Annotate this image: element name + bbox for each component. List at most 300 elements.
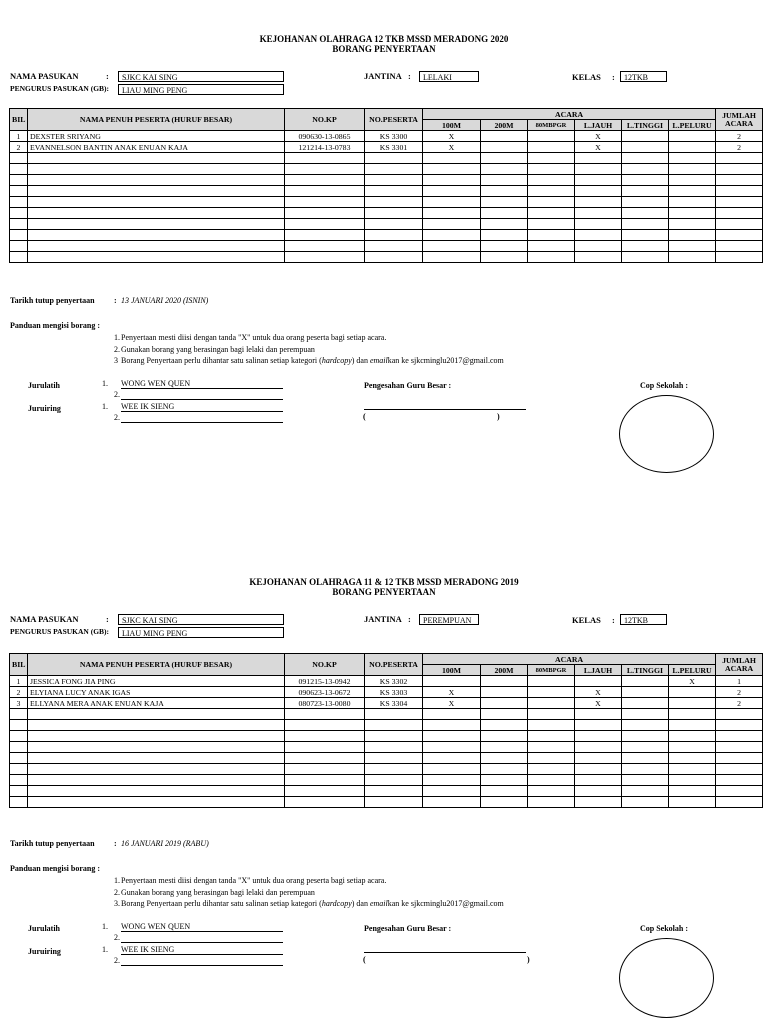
empty-cell[interactable] <box>285 709 365 720</box>
cell-event-mark[interactable] <box>528 142 575 153</box>
empty-cell[interactable] <box>365 230 423 241</box>
empty-cell[interactable] <box>285 742 365 753</box>
empty-cell[interactable] <box>716 742 763 753</box>
cell-event-mark[interactable] <box>622 698 669 709</box>
empty-cell[interactable] <box>28 709 285 720</box>
guide-item-email-word: email <box>369 899 388 908</box>
empty-cell[interactable] <box>481 219 528 230</box>
empty-cell[interactable] <box>528 252 575 263</box>
empty-cell[interactable] <box>481 252 528 263</box>
empty-cell[interactable] <box>423 175 481 186</box>
empty-cell[interactable] <box>10 797 28 808</box>
empty-cell[interactable] <box>575 208 622 219</box>
empty-cell[interactable] <box>28 731 285 742</box>
empty-cell[interactable] <box>423 797 481 808</box>
empty-cell[interactable] <box>528 153 575 164</box>
empty-cell[interactable] <box>423 775 481 786</box>
cell-bil[interactable]: 2 <box>10 142 28 153</box>
empty-cell[interactable] <box>285 764 365 775</box>
coach-name-line[interactable]: WONG WEN QUEN <box>121 922 283 932</box>
empty-cell[interactable] <box>575 797 622 808</box>
cell-name[interactable]: ELYIANA LUCY ANAK IGAS <box>28 687 285 698</box>
empty-cell[interactable] <box>575 241 622 252</box>
empty-cell[interactable] <box>365 197 423 208</box>
empty-cell[interactable] <box>481 786 528 797</box>
team-name-label: NAMA PASUKAN <box>10 614 79 624</box>
cell-name[interactable]: JESSICA FONG JIA PING <box>28 676 285 687</box>
cell-event-mark[interactable] <box>575 676 622 687</box>
empty-cell[interactable] <box>28 153 285 164</box>
escort-name-line[interactable]: WEE IK SIENG <box>121 945 283 955</box>
empty-cell[interactable] <box>716 775 763 786</box>
empty-cell[interactable] <box>528 175 575 186</box>
empty-cell[interactable] <box>365 753 423 764</box>
guide-item-number: 1. <box>114 333 120 342</box>
empty-cell[interactable] <box>365 164 423 175</box>
cell-event-mark[interactable] <box>528 131 575 142</box>
guide-item-text: kan ke sjkcminglu2017@gmail.com <box>387 356 504 365</box>
empty-cell[interactable] <box>575 186 622 197</box>
empty-cell[interactable] <box>481 753 528 764</box>
table-row-empty <box>10 731 763 742</box>
empty-cell[interactable] <box>622 252 669 263</box>
empty-cell[interactable] <box>365 153 423 164</box>
empty-cell[interactable] <box>669 731 716 742</box>
empty-cell[interactable] <box>575 709 622 720</box>
empty-cell[interactable] <box>716 186 763 197</box>
empty-cell[interactable] <box>622 219 669 230</box>
cell-total[interactable]: 2 <box>716 131 763 142</box>
empty-cell[interactable] <box>481 797 528 808</box>
empty-cell[interactable] <box>10 164 28 175</box>
cell-name[interactable]: EVANNELSON BANTIN ANAK ENUAN KAJA <box>28 142 285 153</box>
manager-field[interactable]: LIAU MING PENG <box>118 627 284 638</box>
empty-cell[interactable] <box>622 775 669 786</box>
cell-event-mark[interactable] <box>622 142 669 153</box>
cell-ic[interactable]: 090623-13-0672 <box>285 687 365 698</box>
empty-cell[interactable] <box>10 720 28 731</box>
empty-cell[interactable] <box>622 175 669 186</box>
coach-name-line[interactable] <box>121 933 283 943</box>
empty-cell[interactable] <box>716 786 763 797</box>
class-field[interactable]: 12TKB <box>620 614 667 625</box>
coach-name-line[interactable] <box>121 390 283 400</box>
col-header-event: L.JAUH <box>575 665 622 676</box>
empty-cell[interactable] <box>481 241 528 252</box>
empty-cell[interactable] <box>716 720 763 731</box>
empty-cell[interactable] <box>669 175 716 186</box>
empty-cell[interactable] <box>423 720 481 731</box>
guide-item-number: 2. <box>114 887 120 897</box>
empty-cell[interactable] <box>716 175 763 186</box>
empty-cell[interactable] <box>481 186 528 197</box>
empty-cell[interactable] <box>669 197 716 208</box>
cell-entry-no[interactable]: KS 3302 <box>365 676 423 687</box>
cell-event-mark[interactable]: X <box>423 698 481 709</box>
bracket-open: ( <box>363 412 366 421</box>
col-header-events: ACARA <box>423 109 716 120</box>
empty-cell[interactable] <box>365 186 423 197</box>
empty-cell[interactable] <box>28 175 285 186</box>
empty-cell[interactable] <box>575 197 622 208</box>
empty-cell[interactable] <box>528 731 575 742</box>
empty-cell[interactable] <box>528 208 575 219</box>
empty-cell[interactable] <box>575 230 622 241</box>
empty-cell[interactable] <box>423 709 481 720</box>
empty-cell[interactable] <box>528 775 575 786</box>
empty-cell[interactable] <box>285 797 365 808</box>
empty-cell[interactable] <box>10 786 28 797</box>
guide-item-number: 2. <box>114 344 120 354</box>
cell-bil[interactable]: 3 <box>10 698 28 709</box>
cell-total[interactable]: 2 <box>716 698 763 709</box>
empty-cell[interactable] <box>285 786 365 797</box>
cell-entry-no[interactable]: KS 3303 <box>365 687 423 698</box>
empty-cell[interactable] <box>669 219 716 230</box>
empty-cell[interactable] <box>10 709 28 720</box>
escort-name-line[interactable] <box>121 956 283 966</box>
empty-cell[interactable] <box>669 164 716 175</box>
team-name-field[interactable]: SJKC KAI SING <box>118 71 284 82</box>
cell-event-mark[interactable] <box>669 698 716 709</box>
empty-cell[interactable] <box>10 775 28 786</box>
empty-cell[interactable] <box>622 230 669 241</box>
empty-cell[interactable] <box>28 230 285 241</box>
empty-cell[interactable] <box>285 731 365 742</box>
empty-cell[interactable] <box>669 230 716 241</box>
empty-cell[interactable] <box>285 219 365 230</box>
empty-cell[interactable] <box>28 742 285 753</box>
empty-cell[interactable] <box>423 786 481 797</box>
empty-cell[interactable] <box>622 797 669 808</box>
cell-event-mark[interactable]: X <box>669 676 716 687</box>
empty-cell[interactable] <box>622 186 669 197</box>
empty-cell[interactable] <box>528 241 575 252</box>
cell-ic[interactable]: 091215-13-0942 <box>285 676 365 687</box>
empty-cell[interactable] <box>365 720 423 731</box>
empty-cell[interactable] <box>528 764 575 775</box>
empty-cell[interactable] <box>481 175 528 186</box>
cell-event-mark[interactable] <box>481 131 528 142</box>
empty-cell[interactable] <box>365 775 423 786</box>
signature-number: 2. <box>114 413 120 422</box>
empty-cell[interactable] <box>528 186 575 197</box>
table-row-empty <box>10 208 763 219</box>
empty-cell[interactable] <box>423 731 481 742</box>
empty-cell[interactable] <box>10 241 28 252</box>
empty-cell[interactable] <box>622 208 669 219</box>
empty-cell[interactable] <box>669 709 716 720</box>
empty-cell[interactable] <box>669 742 716 753</box>
empty-cell[interactable] <box>528 197 575 208</box>
empty-cell[interactable] <box>28 764 285 775</box>
empty-cell[interactable] <box>28 219 285 230</box>
cell-event-mark[interactable]: X <box>575 698 622 709</box>
cell-event-mark[interactable] <box>622 131 669 142</box>
empty-cell[interactable] <box>28 164 285 175</box>
empty-cell[interactable] <box>10 208 28 219</box>
empty-cell[interactable] <box>716 197 763 208</box>
cell-event-mark[interactable] <box>423 676 481 687</box>
manager-field[interactable]: LIAU MING PENG <box>118 84 284 95</box>
cell-name[interactable]: DEXSTER SRIYANG <box>28 131 285 142</box>
col-header-event: 100M <box>423 120 481 131</box>
closing-date-label: Tarikh tutup penyertaan <box>10 839 95 848</box>
empty-cell[interactable] <box>285 753 365 764</box>
empty-cell[interactable] <box>365 175 423 186</box>
table-row-empty <box>10 230 763 241</box>
cell-entry-no[interactable]: KS 3304 <box>365 698 423 709</box>
empty-cell[interactable] <box>481 197 528 208</box>
empty-cell[interactable] <box>528 709 575 720</box>
empty-cell[interactable] <box>28 252 285 263</box>
gender-field[interactable]: LELAKI <box>419 71 479 82</box>
headmaster-signature-line[interactable] <box>364 400 526 410</box>
empty-cell[interactable] <box>285 164 365 175</box>
empty-cell[interactable] <box>669 764 716 775</box>
empty-cell[interactable] <box>423 186 481 197</box>
cell-total[interactable]: 2 <box>716 687 763 698</box>
empty-cell[interactable] <box>28 197 285 208</box>
empty-cell[interactable] <box>528 219 575 230</box>
empty-cell[interactable] <box>575 764 622 775</box>
empty-cell[interactable] <box>575 175 622 186</box>
cell-event-mark[interactable] <box>528 698 575 709</box>
empty-cell[interactable] <box>28 775 285 786</box>
cell-event-mark[interactable]: X <box>575 687 622 698</box>
empty-cell[interactable] <box>575 164 622 175</box>
empty-cell[interactable] <box>481 742 528 753</box>
empty-cell[interactable] <box>285 241 365 252</box>
empty-cell[interactable] <box>716 219 763 230</box>
empty-cell[interactable] <box>365 764 423 775</box>
empty-cell[interactable] <box>575 720 622 731</box>
cell-event-mark[interactable] <box>528 676 575 687</box>
empty-cell[interactable] <box>28 241 285 252</box>
empty-cell[interactable] <box>285 197 365 208</box>
empty-cell[interactable] <box>622 742 669 753</box>
empty-cell[interactable] <box>622 786 669 797</box>
empty-cell[interactable] <box>481 720 528 731</box>
empty-cell[interactable] <box>365 219 423 230</box>
empty-cell[interactable] <box>365 731 423 742</box>
empty-cell[interactable] <box>10 731 28 742</box>
empty-cell[interactable] <box>528 797 575 808</box>
empty-cell[interactable] <box>716 709 763 720</box>
empty-cell[interactable] <box>622 731 669 742</box>
empty-cell[interactable] <box>669 186 716 197</box>
empty-cell[interactable] <box>481 731 528 742</box>
gender-field[interactable]: PEREMPUAN <box>419 614 479 625</box>
empty-cell[interactable] <box>423 241 481 252</box>
empty-cell[interactable] <box>423 230 481 241</box>
empty-cell[interactable] <box>481 208 528 219</box>
empty-cell[interactable] <box>716 252 763 263</box>
empty-cell[interactable] <box>285 252 365 263</box>
empty-cell[interactable] <box>716 753 763 764</box>
empty-cell[interactable] <box>575 786 622 797</box>
empty-cell[interactable] <box>481 775 528 786</box>
empty-cell[interactable] <box>575 742 622 753</box>
cell-bil[interactable]: 1 <box>10 131 28 142</box>
cell-event-mark[interactable] <box>481 687 528 698</box>
cell-total[interactable]: 2 <box>716 142 763 153</box>
empty-cell[interactable] <box>716 208 763 219</box>
cell-ic[interactable]: 080723-13-0080 <box>285 698 365 709</box>
empty-cell[interactable] <box>285 230 365 241</box>
empty-cell[interactable] <box>622 720 669 731</box>
empty-cell[interactable] <box>365 797 423 808</box>
cell-entry-no[interactable]: KS 3301 <box>365 142 423 153</box>
cell-event-mark[interactable]: X <box>423 687 481 698</box>
empty-cell[interactable] <box>365 709 423 720</box>
empty-cell[interactable] <box>423 252 481 263</box>
empty-cell[interactable] <box>28 797 285 808</box>
empty-cell[interactable] <box>285 208 365 219</box>
cell-event-mark[interactable]: X <box>575 142 622 153</box>
empty-cell[interactable] <box>481 230 528 241</box>
empty-cell[interactable] <box>481 153 528 164</box>
empty-cell[interactable] <box>285 175 365 186</box>
cell-event-mark[interactable] <box>481 676 528 687</box>
empty-cell[interactable] <box>423 753 481 764</box>
cell-ic[interactable]: 090630-13-0865 <box>285 131 365 142</box>
empty-cell[interactable] <box>669 797 716 808</box>
empty-cell[interactable] <box>365 252 423 263</box>
empty-cell[interactable] <box>10 153 28 164</box>
empty-cell[interactable] <box>669 786 716 797</box>
empty-cell[interactable] <box>481 164 528 175</box>
empty-cell[interactable] <box>528 786 575 797</box>
empty-cell[interactable] <box>716 797 763 808</box>
empty-cell[interactable] <box>10 252 28 263</box>
cell-total[interactable]: 1 <box>716 676 763 687</box>
empty-cell[interactable] <box>716 230 763 241</box>
empty-cell[interactable] <box>10 764 28 775</box>
cell-event-mark[interactable] <box>528 687 575 698</box>
empty-cell[interactable] <box>365 241 423 252</box>
empty-cell[interactable] <box>575 731 622 742</box>
empty-cell[interactable] <box>528 753 575 764</box>
empty-cell[interactable] <box>28 186 285 197</box>
cell-name[interactable]: ELLYANA MERA ANAK ENUAN KAJA <box>28 698 285 709</box>
empty-cell[interactable] <box>423 219 481 230</box>
empty-cell[interactable] <box>622 153 669 164</box>
cell-event-mark[interactable] <box>669 142 716 153</box>
empty-cell[interactable] <box>669 252 716 263</box>
empty-cell[interactable] <box>10 230 28 241</box>
empty-cell[interactable] <box>575 775 622 786</box>
cell-entry-no[interactable]: KS 3300 <box>365 131 423 142</box>
coach-name-line[interactable]: WONG WEN QUEN <box>121 379 283 389</box>
empty-cell[interactable] <box>528 720 575 731</box>
empty-cell[interactable] <box>10 197 28 208</box>
empty-cell[interactable] <box>622 241 669 252</box>
empty-cell[interactable] <box>528 230 575 241</box>
cell-event-mark[interactable]: X <box>575 131 622 142</box>
empty-cell[interactable] <box>423 208 481 219</box>
empty-cell[interactable] <box>10 175 28 186</box>
empty-cell[interactable] <box>669 208 716 219</box>
escort-name-line[interactable] <box>121 413 283 423</box>
empty-cell[interactable] <box>716 731 763 742</box>
cell-bil[interactable]: 2 <box>10 687 28 698</box>
empty-cell[interactable] <box>481 709 528 720</box>
guide-item-text: kan ke sjkcminglu2017@gmail.com <box>387 899 504 908</box>
table-row <box>10 676 763 687</box>
cell-event-mark[interactable] <box>669 687 716 698</box>
team-name-field[interactable]: SJKC KAI SING <box>118 614 284 625</box>
empty-cell[interactable] <box>716 164 763 175</box>
empty-cell[interactable] <box>481 764 528 775</box>
empty-cell[interactable] <box>365 208 423 219</box>
empty-cell[interactable] <box>575 219 622 230</box>
empty-cell[interactable] <box>622 764 669 775</box>
empty-cell[interactable] <box>285 186 365 197</box>
empty-cell[interactable] <box>669 241 716 252</box>
empty-cell[interactable] <box>423 164 481 175</box>
cell-bil[interactable]: 1 <box>10 676 28 687</box>
empty-cell[interactable] <box>669 753 716 764</box>
empty-cell[interactable] <box>528 742 575 753</box>
empty-cell[interactable] <box>10 742 28 753</box>
empty-cell[interactable] <box>28 753 285 764</box>
cell-event-mark[interactable] <box>622 687 669 698</box>
empty-cell[interactable] <box>423 197 481 208</box>
empty-cell[interactable] <box>669 775 716 786</box>
empty-cell[interactable] <box>423 742 481 753</box>
empty-cell[interactable] <box>28 208 285 219</box>
headmaster-signature-line[interactable] <box>364 943 526 953</box>
empty-cell[interactable] <box>575 252 622 263</box>
empty-cell[interactable] <box>365 786 423 797</box>
empty-cell[interactable] <box>285 153 365 164</box>
empty-cell[interactable] <box>622 164 669 175</box>
empty-cell[interactable] <box>285 720 365 731</box>
empty-cell[interactable] <box>622 197 669 208</box>
empty-cell[interactable] <box>575 753 622 764</box>
empty-cell[interactable] <box>423 764 481 775</box>
empty-cell[interactable] <box>365 742 423 753</box>
escort-name-line[interactable]: WEE IK SIENG <box>121 402 283 412</box>
empty-cell[interactable] <box>622 709 669 720</box>
empty-cell[interactable] <box>716 764 763 775</box>
empty-cell[interactable] <box>716 153 763 164</box>
empty-cell[interactable] <box>10 219 28 230</box>
empty-cell[interactable] <box>622 753 669 764</box>
class-field[interactable]: 12TKB <box>620 71 667 82</box>
empty-cell[interactable] <box>10 753 28 764</box>
cell-event-mark[interactable]: X <box>423 131 481 142</box>
cell-event-mark[interactable] <box>669 131 716 142</box>
cell-ic[interactable]: 121214-13-0783 <box>285 142 365 153</box>
empty-cell[interactable] <box>28 720 285 731</box>
empty-cell[interactable] <box>10 186 28 197</box>
empty-cell[interactable] <box>669 720 716 731</box>
empty-cell[interactable] <box>285 775 365 786</box>
cell-event-mark[interactable] <box>481 698 528 709</box>
cell-event-mark[interactable] <box>622 676 669 687</box>
empty-cell[interactable] <box>423 153 481 164</box>
cell-event-mark[interactable] <box>481 142 528 153</box>
empty-cell[interactable] <box>528 164 575 175</box>
guide-item <box>114 899 504 908</box>
empty-cell[interactable] <box>669 153 716 164</box>
empty-cell[interactable] <box>28 786 285 797</box>
empty-cell[interactable] <box>716 241 763 252</box>
empty-cell[interactable] <box>575 153 622 164</box>
cell-event-mark[interactable]: X <box>423 142 481 153</box>
